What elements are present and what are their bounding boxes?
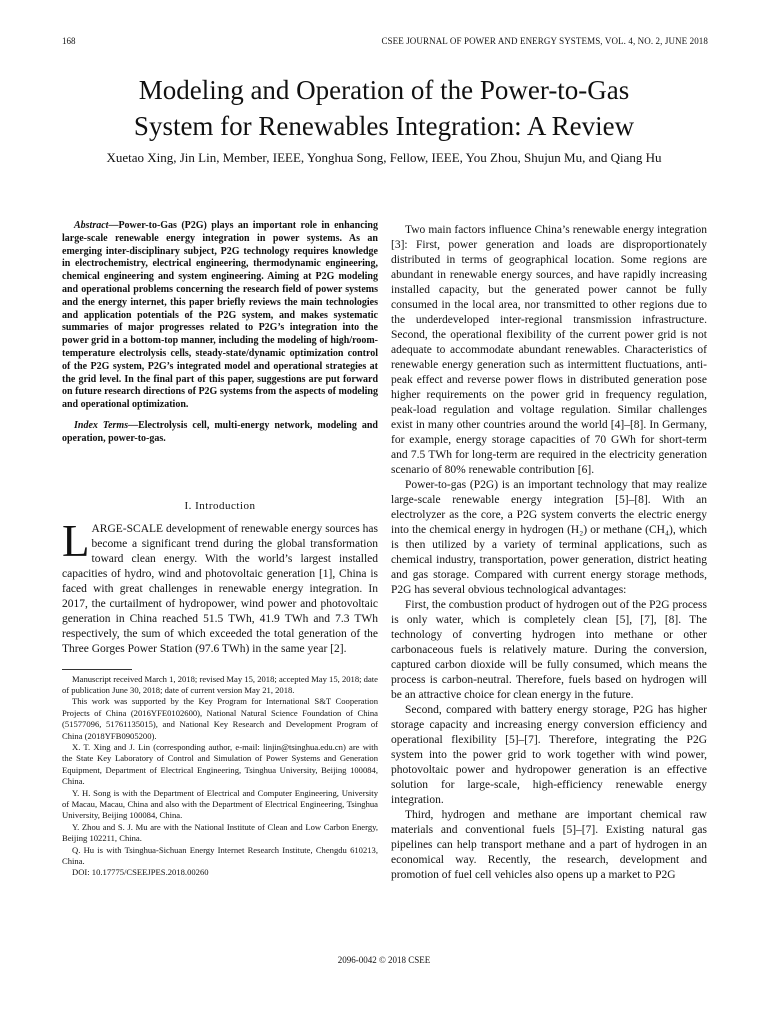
footnote: Q. Hu is with Tsinghua-Sichuan Energy Internet Research Institute, Chengdu 610213, China. [62,844,378,867]
intro-lead-caps: ARGE-SCALE [91,522,164,535]
right-column [391,223,707,883]
footnote: Y. Zhou and S. J. Mu are with the National Institute of Clean and Low Carbon Energy, Beijing 102211, China. [62,821,378,844]
body-paragraph: First, the combustion product of hydrogen out of the P2G process is only water, which is completely clean [5], [7], [8]. The technology of converting hydrogen into methane or other carbonaceous fuels is relatively mature. During the conversion, captured carbon dioxide will be fully consumed, which means the process is carbon-neutral. Therefore, fuels based on hydrogen will be an attractive choice for clean energy in the future. [391,599,707,701]
title-line-2: System for Renewables Integration: A Review [133,111,635,141]
footnote: This work was supported by the Key Program for International S&T Cooperation Projects of China (2016YFE0102600), National Natural Science Foundation of China (51577096, 51761135015), and National Key Research and Development Program of China (2018YFB0905200). [62,696,378,741]
index-terms-label: Index Terms [74,419,129,431]
section-heading: I. Introduction [184,499,256,512]
index-terms-text: —Electrolysis cell, multi-energy network, modeling and operation, power-to-gas. [62,419,378,444]
doi: DOI: 10.17775/CSEEJPES.2018.00260 [72,867,209,878]
abstract-label: Abstract [74,220,109,231]
footnote-divider [62,669,132,670]
page-number: 168 [62,36,76,46]
page-footer: 2096-0042 © 2018 CSEE [337,955,431,965]
body-paragraph: Third, hydrogen and methane are important chemical raw materials and conventional fuels [5]–[7]. Existing natural gas pipelines can help transport methane and a part of hydrogen in an economical way. Recently, the research, development and promotion of fuel cell vehicles also opens up a market to P2G [391,809,707,881]
paper-title [0,72,768,144]
body-paragraph: Second, compared with battery energy storage, P2G has higher storage capacity and increasing energy conversion efficiency and operational flexibility [5]–[7]. Therefore, integrating the P2G system into the power grid to work together with wind power, photovoltaic power and hydropower generation is an effective solution for large-scale, high-efficiency renewable energy integration. [391,704,707,806]
intro-text: development of renewable energy sources has become a significant trend during the global transformation toward clean energy. With the world’s largest installed capacities of hydro, wind and photovoltaic generation [1], China is faced with great challenges in renewable energy integration. In 2017, the curtailment of hydropower, wind power and photovoltaic generation in China reached 51.5 TWh, 41.9 TWh and 7.3 TWh respectively, the sum of which exceeded the total generation of the Three Gorges Power Station (97.6 TWh) in the same year [2]. [62,522,378,655]
title-line-1: Modeling and Operation of the Power-to-Gas [138,75,630,105]
drop-cap: L [62,515,90,566]
footnote: X. T. Xing and J. Lin (corresponding author, e-mail: linjin@tsinghua.edu.cn) are with the State Key Laboratory of Control and Simulation of Power Systems and Generation Equipment, Department of Electrical Engineering, Tsinghua University, Beijing 100084, China. [62,741,378,787]
abstract [62,220,378,412]
footnote: Manuscript received March 1, 2018; revised May 15, 2018; accepted May 15, 2018; date of publication June 30, 2018; date of current version May 21, 2018. [62,673,378,695]
index-terms [62,420,378,446]
abstract-text: —Power-to-Gas (P2G) plays an important role in enhancing large-scale renewable energy integration in power systems. As an emerging inter-disciplinary subject, P2G technology requires knowledge in electrochemistry, electrical engineering, thermodynamic engineering, chemical engineering and system engineering. Aiming at P2G modeling and operational problems concerning the research field of power systems and the energy internet, this paper briefly reviews the main technologies and application potentials of the P2G system, and makes systematic summaries of major progresses related to P2G’s integration into the power grid in a bottom-top manner, including the modeling of high/room-temperature electrolysis cells, steady-state/dynamic optimization control of the P2G system, P2G’s integrated model and operational strategies at the grid level. In the final part of this paper, suggestions are put forward on future research directions of P2G systems from the aspects of modeling and operational optimization. [62,220,378,411]
footnote: Y. H. Song is with the Department of Electrical and Computer Engineering, University of Macau, Macau, China and also with the Department of Electrical Engineering, Tsinghua University, Beijing 100084, China. [62,787,378,821]
author-list: Xuetao Xing, Jin Lin, Member, IEEE, Yonghua Song, Fellow, IEEE, You Zhou, Shujun Mu, and Qiang Hu [106,150,662,165]
intro-paragraph [62,515,378,657]
body-paragraph: Power-to-gas (P2G) is an important technology that may realize large-scale renewable energy integration [5]–[8]. With an electrolyzer as the core, a P2G system converts the electric energy into the chemical energy in hydrogen (H₂) or methane (CH₄), which is then utilized by a variety of terminal applications, such as chemical industry, transportation, power generation, district heating and gas storage. Compared with current energy storage methods, P2G has several obvious technological advantages: [391,479,707,596]
footnotes [62,674,378,879]
left-column [62,220,378,879]
running-header: CSEE JOURNAL OF POWER AND ENERGY SYSTEMS, VOL. 4, NO. 2, JUNE 2018 [381,36,708,46]
body-paragraph: Two main factors influence China’s renewable energy integration [3]: First, power generation and loads are disproportionately distributed in terms of geographical location. Some regions are abundant in renewable energy sources, and have rapidly increasing installed capacity, but the generated power cannot be fully consumed in the local area, nor transmitted to other regions due to the underdeveloped inter-regional transmission infrastructure. Second, the operational flexibility of the current power grid is not adequate to accommodate abundant renewables. Characteristics of renewable energy generation such as intermittent fluctuations, anti-peak effect and reverse power flows in distributed generation pose higher requirements on the power grid in frequency regulation, peak-load regulation and voltage regulation. Similar challenges exist in many other countries around the world [4]–[8]. In Germany, for example, energy storage capacities of 70 GWh for short-term and 7.5 TWh for long-term are required in the electricity generation scenario of 80% renewable contribution [6]. [391,224,707,476]
